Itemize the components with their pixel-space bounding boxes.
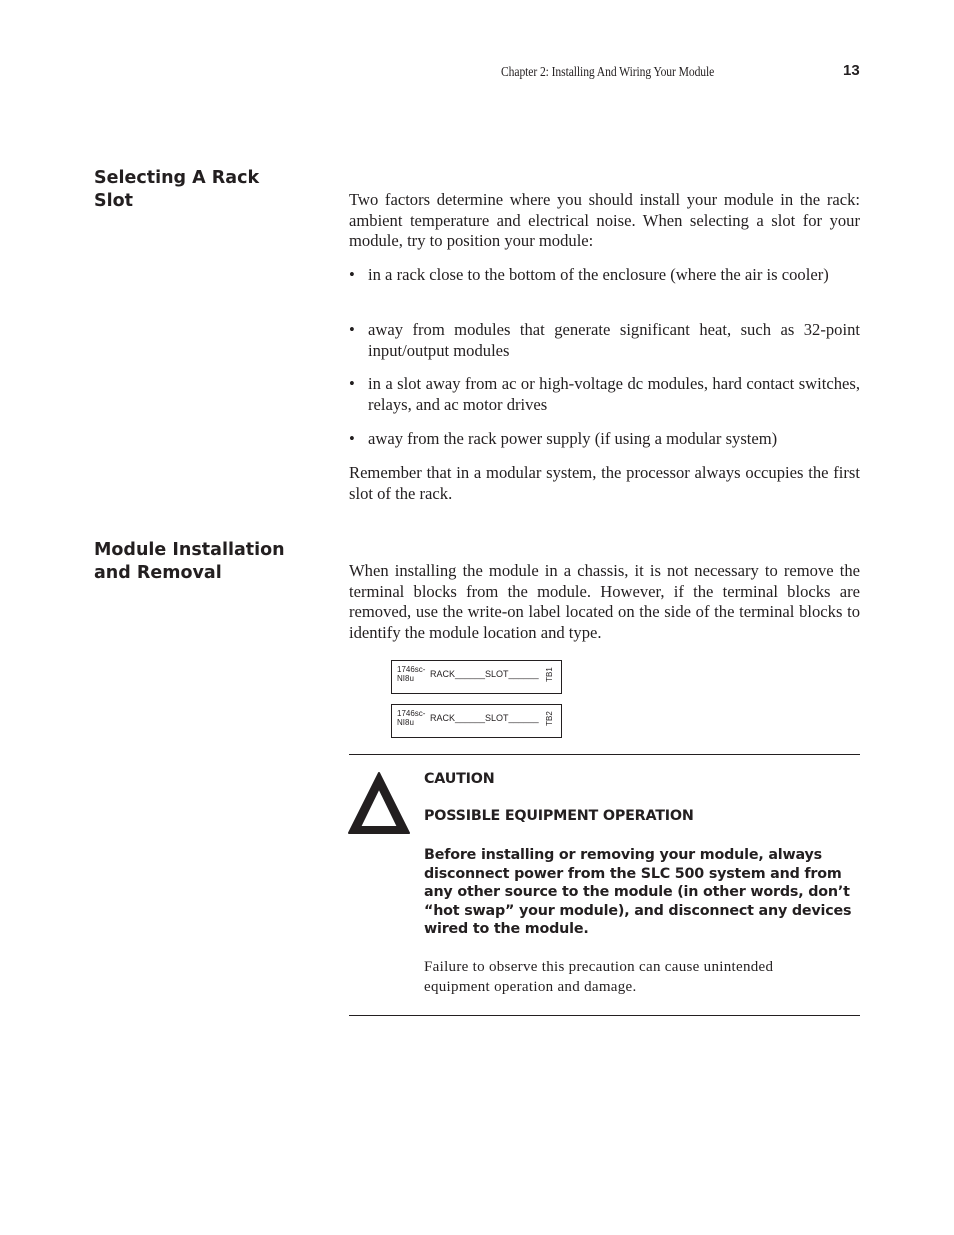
bullet-marker: • xyxy=(349,320,355,339)
label-part-line: NI8u xyxy=(397,718,414,727)
list-item-text: in a slot away from ac or high-voltage dc modules, hard contact switches, relays, and ac motor drives xyxy=(368,374,860,414)
terminal-block-label-tb1 xyxy=(391,660,562,694)
label-part-number xyxy=(397,709,425,727)
page-number: 13 xyxy=(843,62,860,79)
label-part-line: NI8u xyxy=(397,674,414,683)
header-chapter-title: Chapter 2: Installing And Wiring Your Module xyxy=(501,64,715,79)
label-part-number xyxy=(397,665,425,683)
terminal-block-label-tb2 xyxy=(391,704,562,738)
bullet-marker: • xyxy=(349,374,355,393)
caution-warning-text: Before installing or removing your module, always disconnect power from the SLC 500 system and from any other source to the module (in other words, don’t “hot swap” your module), and disconnect any devices wired to the module. xyxy=(424,847,852,937)
label-part-line: 1746sc- xyxy=(397,709,426,718)
section1-closing-paragraph: Remember that in a modular system, the processor always occupies the first slot of the rack. xyxy=(349,463,860,503)
bullet-marker: • xyxy=(349,265,355,284)
section-title-selecting-rack-slot xyxy=(94,167,259,213)
list-item-text: away from the rack power supply (if using a modular system) xyxy=(368,429,778,448)
caution-top-rule xyxy=(349,754,860,755)
section-title-line: Selecting A Rack xyxy=(94,168,260,188)
list-item xyxy=(349,265,860,307)
caution-consequence-text: Failure to observe this precaution can cause unintended equipment operation and damage. xyxy=(424,959,774,995)
label-tb-id: TB1 xyxy=(545,667,555,682)
bullet-marker: • xyxy=(349,429,355,448)
label-rack-slot: RACK______SLOT______ xyxy=(430,713,539,723)
list-item xyxy=(349,374,860,416)
warning-triangle-icon xyxy=(347,770,411,834)
caution-subheading: POSSIBLE EQUIPMENT OPERATION xyxy=(424,808,694,824)
section1-intro-paragraph: Two factors determine where you should install your module in the rack: ambient temperature and electrical noise. When selecting a slot for your module, try to position your module: xyxy=(349,190,860,250)
list-item-text: in a rack close to the bottom of the enclosure (where the air is cooler) xyxy=(368,265,829,284)
caution-heading: CAUTION xyxy=(424,771,495,787)
section2-intro-paragraph: When installing the module in a chassis, it is not necessary to remove the terminal blocks from the module. However, if the terminal blocks are removed, use the write-on label located on the side of the terminal blocks to identify the module location and type. xyxy=(349,561,860,642)
list-item xyxy=(349,320,860,362)
label-part-line: 1746sc- xyxy=(397,665,426,674)
label-rack-slot: RACK______SLOT______ xyxy=(430,669,539,679)
label-tb-id: TB2 xyxy=(545,711,555,726)
section-title-line: and Removal xyxy=(94,563,222,583)
section-title-line: Slot xyxy=(94,191,133,211)
list-item-text: away from modules that generate significant heat, such as 32-point input/output modules xyxy=(368,320,860,360)
section-title-line: Module Installation xyxy=(94,540,285,560)
caution-bottom-rule xyxy=(349,1015,860,1016)
section-title-module-installation xyxy=(94,539,285,585)
list-item xyxy=(349,429,860,451)
